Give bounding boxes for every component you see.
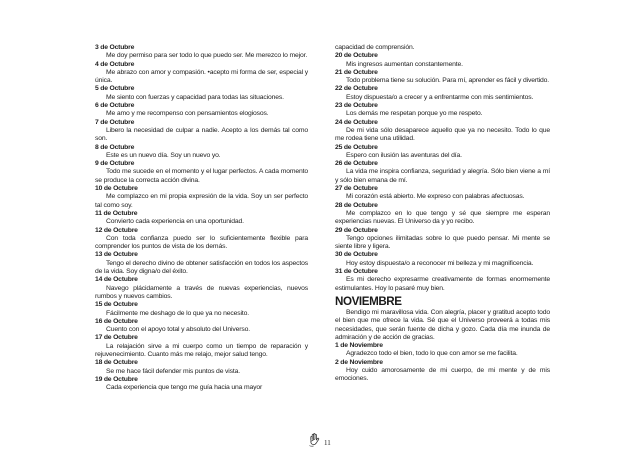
left-column <box>95 44 308 392</box>
entry-text: Libero la necesidad de culpar a nadie. Acepto a los demás tal como son. <box>95 126 308 143</box>
entry-date: 15 de Octubre <box>95 301 138 309</box>
entry-date: 17 de Octubre <box>95 334 138 342</box>
entry-date: 11 de Octubre <box>95 209 138 217</box>
entry-text: Tengo el derecho divino de obtener satisfacción en todos los aspectos de la vida. Soy digna/o del éxito. <box>95 259 308 276</box>
date-entry <box>335 227 550 252</box>
date-entry <box>335 102 550 119</box>
date-entry <box>335 268 550 293</box>
entry-text: Fácilmente me deshago de lo que ya no necesito. <box>106 309 249 317</box>
entry-text: Agradezco todo el bien, todo lo que con amor se me facilita. <box>346 350 518 358</box>
date-entry <box>95 301 308 318</box>
entry-date: 16 de Octubre <box>95 317 138 325</box>
entry-date: 30 de Octubre <box>335 251 378 259</box>
date-entry <box>335 160 550 185</box>
date-entry <box>95 227 308 252</box>
date-entry <box>95 119 308 144</box>
entry-date: 6 de Octubre <box>95 102 135 110</box>
entry-date: 26 de Octubre <box>335 160 378 168</box>
hand-icon <box>308 433 322 452</box>
entry-date: 29 de Octubre <box>335 226 378 234</box>
date-entry <box>95 276 308 301</box>
date-entry <box>95 160 308 185</box>
date-entry <box>335 251 550 268</box>
date-entry <box>95 251 308 276</box>
date-entry <box>335 359 550 384</box>
entry-text: Se me hace fácil defender mis puntos de vista. <box>106 367 241 375</box>
entry-date: 14 de Octubre <box>95 276 138 284</box>
entry-date: 4 de Octubre <box>95 60 135 68</box>
date-entry <box>95 185 308 210</box>
entry-date: 1 de Noviembre <box>335 342 383 350</box>
entry-date: 9 de Octubre <box>95 160 135 168</box>
continuation-text: capacidad de comprensión. <box>335 44 415 51</box>
entry-date: 7 de Octubre <box>95 118 135 126</box>
right-column <box>335 44 550 384</box>
month-heading: NOVIEMBRE <box>335 294 402 308</box>
date-entry <box>95 359 308 376</box>
date-entry <box>335 144 550 161</box>
october-entries <box>335 52 550 293</box>
entry-text: Convierto cada experiencia en una oportunidad. <box>106 218 244 226</box>
page-number: 11 <box>324 438 331 447</box>
date-entry <box>335 69 550 86</box>
date-entry <box>95 210 308 227</box>
date-entry <box>95 61 308 86</box>
entry-text: Todo me sucede en el momento y el lugar perfectos. A cada momento se produce la correcta acción divina. <box>95 168 308 184</box>
entry-date: 18 de Octubre <box>95 359 138 367</box>
date-entry <box>95 144 308 161</box>
entry-date: 22 de Octubre <box>335 85 378 93</box>
date-entry <box>95 376 308 393</box>
entry-text: Mis ingresos aumentan constantemente. <box>346 60 463 68</box>
entry-date: 20 de Octubre <box>335 52 378 60</box>
entry-text: Este es un nuevo día. Soy un nuevo yo. <box>106 151 221 159</box>
entry-text: Estoy dispuesta/o a crecer y a enfrentarme con mis sentimientos. <box>346 93 534 101</box>
entry-text: Navego plácidamente a través de nuevas experiencias, nuevos rumbos y nuevos cambios. <box>95 284 308 300</box>
entry-date: 13 de Octubre <box>95 251 138 259</box>
date-entry <box>95 318 308 335</box>
date-entry <box>335 119 550 144</box>
entry-text: Hoy estoy dispuesta/o a reconocer mi belleza y mi magnificencia. <box>346 259 534 267</box>
entry-text: Espero con ilusión las aventuras del día. <box>346 151 462 159</box>
entry-date: 12 de Octubre <box>95 226 138 234</box>
entry-date: 23 de Octubre <box>335 102 378 110</box>
entry-text: Los demás me respetan porque yo me respeto. <box>346 110 483 118</box>
entry-text: Me abrazo con amor y compasión. •acepto mi forma de ser, especial y única. <box>95 68 308 85</box>
entry-date: 2 de Noviembre <box>335 358 383 366</box>
entry-text: Cada experiencia que tengo me guía hacia una mayor <box>106 384 263 392</box>
entry-date: 3 de Octubre <box>95 44 135 51</box>
entry-date: 25 de Octubre <box>335 143 378 151</box>
entry-text: Me siento con fuerzas y capacidad para todas las situaciones. <box>106 93 284 101</box>
entry-text: Me doy permiso para ser todo lo que puedo ser. Me merezco lo mejor. <box>106 52 308 60</box>
date-entry <box>335 185 550 202</box>
date-entry <box>95 334 308 359</box>
date-entry <box>335 52 550 69</box>
date-entry <box>95 102 308 119</box>
entry-text: Me amo y me recompenso con pensamientos elogiosos. <box>106 110 269 118</box>
entry-text: Me complazco en lo que tengo y sé que siempre me esperan experiencias nuevas. El Universo da y yo recibo. <box>335 209 550 226</box>
november-intro: Bendigo mi maravillosa vida. Con alegría, placer y gratitud acepto todo el bien que me ofrece la vida. Sé que el Universo proveerá a todas mis necesidades, que serán fuente de dicha y gozo. Cada día me inunda de admiración y de acción de gracias. <box>335 308 550 341</box>
entry-date: 21 de Octubre <box>335 68 378 76</box>
date-entry <box>335 85 550 102</box>
entry-date: 8 de Octubre <box>95 143 135 151</box>
entry-text: Todo problema tiene su solución. Para mí, aprender es fácil y divertido. <box>346 77 550 85</box>
date-entry <box>95 44 308 61</box>
entry-text: Cuento con el apoyo total y absoluto del Universo. <box>106 326 251 334</box>
entry-date: 28 de Octubre <box>335 201 378 209</box>
entry-date: 10 de Octubre <box>95 185 138 193</box>
entry-date: 24 de Octubre <box>335 118 378 126</box>
page-footer <box>308 433 331 452</box>
entry-text: De mi vida sólo desaparece aquello que ya no necesito. Todo lo que me rodea tiene una utilidad. <box>335 126 550 143</box>
entry-text: Es mi derecho expresarme creativamente de formas enormemente estimulantes. Hoy lo pasaré muy bien. <box>335 276 550 292</box>
november-entries <box>335 342 550 383</box>
entry-text: La vida me inspira confianza, seguridad y alegría. Sólo bien viene a mí y sólo bien emana de mí. <box>335 168 550 184</box>
entry-text: La relajación sirve a mi cuerpo como un tiempo de reparación y rejuvenecimiento. Cuanto más me relajo, mejor salud tengo. <box>95 342 308 358</box>
entry-text: Me complazco en mi propia expresión de la vida. Soy un ser perfecto tal como soy. <box>95 193 308 209</box>
date-entry <box>335 342 550 359</box>
date-entry <box>335 202 550 227</box>
date-entry <box>95 85 308 102</box>
entry-date: 27 de Octubre <box>335 185 378 193</box>
entry-text: Hoy cuido amorosamente de mi cuerpo, de mi mente y de mis emociones. <box>335 366 550 383</box>
entry-date: 19 de Octubre <box>95 375 138 383</box>
entry-text: Mi corazón está abierto. Me expreso con palabras afectuosas. <box>346 193 525 201</box>
entry-date: 5 de Octubre <box>95 85 135 93</box>
entry-text: Tengo opciones ilimitadas sobre lo que puedo pensar. Mi mente se siente libre y ligera. <box>335 234 550 251</box>
entry-text: Con toda confianza puedo ser lo suficientemente flexible para comprender los puntos de vista de los demás. <box>95 234 308 251</box>
entry-date: 31 de Octubre <box>335 268 378 276</box>
